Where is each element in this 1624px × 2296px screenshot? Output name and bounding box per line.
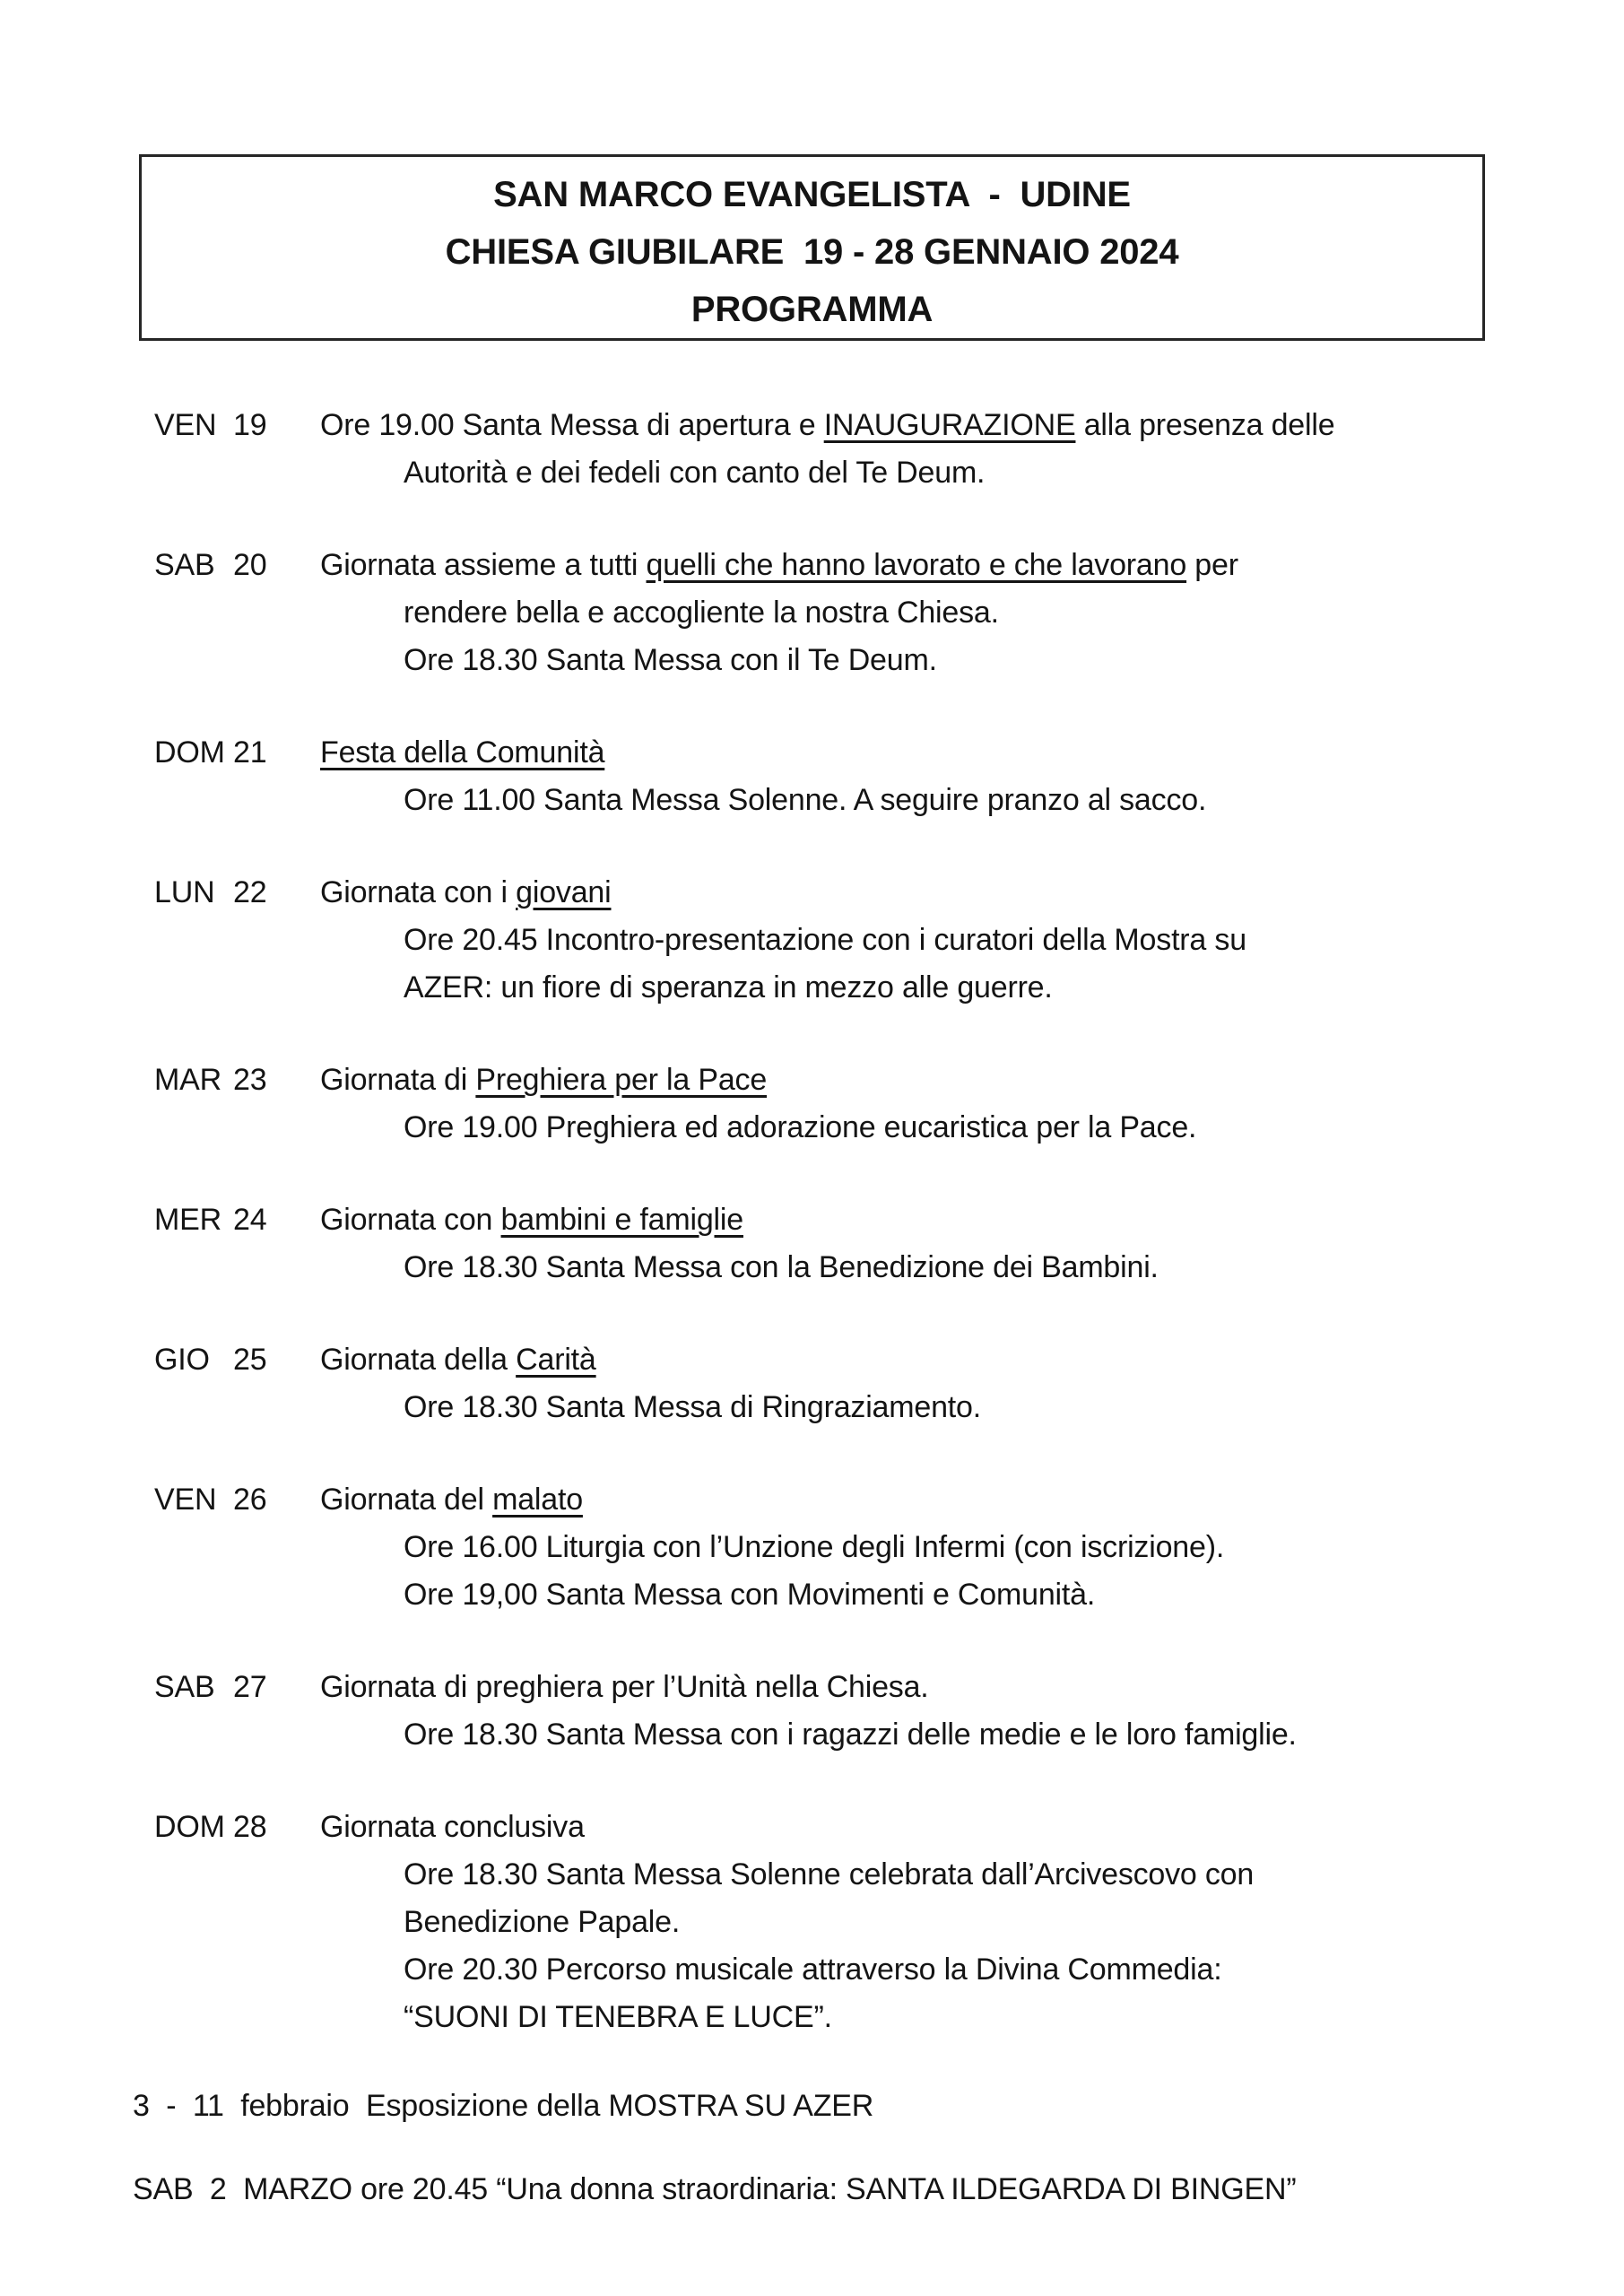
plain-text: AZER: un fiore di speranza in mezzo alle guerre. — [404, 970, 1053, 1004]
text-line — [320, 1104, 1517, 1152]
entry-day-label: MAR — [154, 1063, 221, 1097]
plain-text: Giornata con — [320, 1203, 501, 1237]
entry-day-label: LUN — [154, 875, 215, 909]
title-line-program: PROGRAMMA — [690, 290, 934, 329]
plain-text: Autorità e dei fedeli con canto del Te Deum. — [404, 456, 986, 490]
underlined-text: Preghiera per la Pace — [475, 1063, 768, 1097]
text-line — [320, 917, 1517, 964]
entry-text — [320, 542, 1517, 684]
entry-day-number: 28 — [233, 1810, 267, 1844]
entry-day-label: MER — [154, 1203, 221, 1237]
text-line — [320, 777, 1517, 824]
entry-text — [320, 729, 1517, 824]
text-line — [320, 1946, 1517, 1994]
entry-text — [320, 869, 1517, 1012]
entry-day-number: 20 — [233, 548, 267, 582]
entry-text — [320, 1804, 1517, 2041]
underlined-text: Festa della Comunità — [320, 735, 605, 770]
underlined-text: malato — [492, 1483, 583, 1517]
schedule-entry — [154, 1476, 1517, 1619]
text-line — [320, 1524, 1517, 1571]
plain-text: Giornata con i — [320, 875, 517, 909]
plain-text: Giornata della — [320, 1343, 517, 1377]
entry-text — [320, 1057, 1517, 1152]
plain-text: per — [1186, 548, 1238, 582]
plain-text: Ore 11.00 Santa Messa Solenne. A seguire pranzo al sacco. — [404, 783, 1207, 817]
text-line — [320, 1057, 1517, 1104]
schedule — [154, 402, 1517, 2086]
plain-text: Giornata di preghiera per l’Unità nella Chiesa. — [320, 1670, 929, 1704]
entry-text — [320, 1664, 1517, 1759]
plain-text: Giornata del — [320, 1483, 493, 1517]
schedule-entry — [154, 542, 1517, 684]
text-line — [320, 1994, 1517, 2041]
entry-day-number: 23 — [233, 1063, 267, 1097]
text-line — [320, 402, 1517, 449]
entry-day-label: DOM — [154, 735, 225, 770]
schedule-entry — [154, 1664, 1517, 1759]
text-line — [320, 1476, 1517, 1524]
text-line — [320, 1336, 1517, 1384]
text-line — [320, 1851, 1517, 1899]
text-line — [320, 637, 1517, 684]
entry-day-number: 22 — [233, 875, 267, 909]
title-line-church: SAN MARCO EVANGELISTA - UDINE — [493, 175, 1131, 214]
text-line — [320, 542, 1517, 589]
plain-text: Ore 20.45 Incontro-presentazione con i curatori della Mostra su — [404, 923, 1246, 957]
text-line — [320, 729, 1517, 777]
plain-text: Ore 16.00 Liturgia con l’Unzione degli Infermi (con iscrizione). — [404, 1530, 1225, 1564]
entry-day-label: SAB — [154, 548, 215, 582]
plain-text: Benedizione Papale. — [404, 1905, 681, 1939]
plain-text: Ore 18.30 Santa Messa di Ringraziamento. — [404, 1390, 982, 1424]
plain-text: Ore 18.30 Santa Messa con i ragazzi delle medie e le loro famiglie. — [404, 1718, 1297, 1752]
underlined-text: Carità — [516, 1343, 596, 1377]
plain-text: alla presenza delle — [1075, 408, 1335, 442]
entry-day-number: 26 — [233, 1483, 267, 1517]
plain-text: Ore 18.30 Santa Messa con la Benedizione dei Bambini. — [404, 1250, 1159, 1284]
underlined-text: giovani — [516, 875, 612, 909]
schedule-entry — [154, 1196, 1517, 1292]
entry-day-number: 19 — [233, 408, 267, 442]
entry-day-number: 21 — [233, 735, 267, 770]
schedule-entry — [154, 1057, 1517, 1152]
entry-text — [320, 1336, 1517, 1431]
plain-text: rendere bella e accogliente la nostra Chiesa. — [404, 596, 999, 630]
text-line — [320, 1571, 1517, 1619]
entry-text — [320, 1476, 1517, 1619]
footer-notes — [133, 2083, 1550, 2213]
plain-text: Ore 18.30 Santa Messa con il Te Deum. — [404, 643, 937, 677]
text-line — [320, 449, 1517, 497]
text-line — [320, 1244, 1517, 1292]
entry-day-number: 24 — [233, 1203, 267, 1237]
underlined-text: bambini e famiglie — [500, 1203, 743, 1237]
entry-day-label: SAB — [154, 1670, 215, 1704]
plain-text: Giornata assieme a tutti — [320, 548, 647, 582]
plain-text: Ore 20.30 Percorso musicale attraverso la Divina Commedia: — [404, 1952, 1222, 1987]
schedule-entry — [154, 402, 1517, 497]
plain-text: Giornata conclusiva — [320, 1810, 585, 1844]
schedule-entry — [154, 869, 1517, 1012]
text-line — [320, 1899, 1517, 1946]
text-line — [320, 1711, 1517, 1759]
text-line — [320, 1384, 1517, 1431]
plain-text: Ore 19.00 Santa Messa di apertura e — [320, 408, 824, 442]
entry-text — [320, 1196, 1517, 1292]
underlined-text: INAUGURAZIONE — [823, 408, 1076, 442]
entry-day-number: 27 — [233, 1670, 267, 1704]
plain-text: Ore 19.00 Preghiera ed adorazione eucaristica per la Pace. — [404, 1110, 1197, 1144]
entry-text — [320, 402, 1517, 497]
footer-note-marzo: SAB 2 MARZO ore 20.45 “Una donna straordinaria: SANTA ILDEGARDA DI BINGEN” — [133, 2172, 1297, 2206]
entry-day-label: VEN — [154, 1483, 217, 1517]
plain-text: “SUONI DI TENEBRA E LUCE”. — [404, 2000, 832, 2034]
underlined-text: quelli che hanno lavorato e che lavorano — [646, 548, 1187, 582]
entry-day-number: 25 — [233, 1343, 267, 1377]
schedule-entry — [154, 1336, 1517, 1431]
entry-day-label: GIO — [154, 1343, 210, 1377]
entry-day-label: DOM — [154, 1810, 225, 1844]
plain-text: Giornata di — [320, 1063, 476, 1097]
entry-day-label: VEN — [154, 408, 217, 442]
text-line — [320, 964, 1517, 1012]
schedule-entry — [154, 1804, 1517, 2041]
text-line — [320, 1196, 1517, 1244]
text-line — [320, 869, 1517, 917]
schedule-entry — [154, 729, 1517, 824]
plain-text: Ore 19,00 Santa Messa con Movimenti e Comunità. — [404, 1578, 1096, 1612]
footer-note-febbraio: 3 - 11 febbraio Esposizione della MOSTRA SU AZER — [133, 2089, 874, 2123]
text-line — [320, 1664, 1517, 1711]
title-box — [139, 154, 1485, 341]
title-line-jubilee: CHIESA GIUBILARE 19 - 28 GENNAIO 2024 — [445, 232, 1179, 272]
text-line — [320, 1804, 1517, 1851]
plain-text: Ore 18.30 Santa Messa Solenne celebrata dall’Arcivescovo con — [404, 1857, 1255, 1892]
text-line — [320, 589, 1517, 637]
